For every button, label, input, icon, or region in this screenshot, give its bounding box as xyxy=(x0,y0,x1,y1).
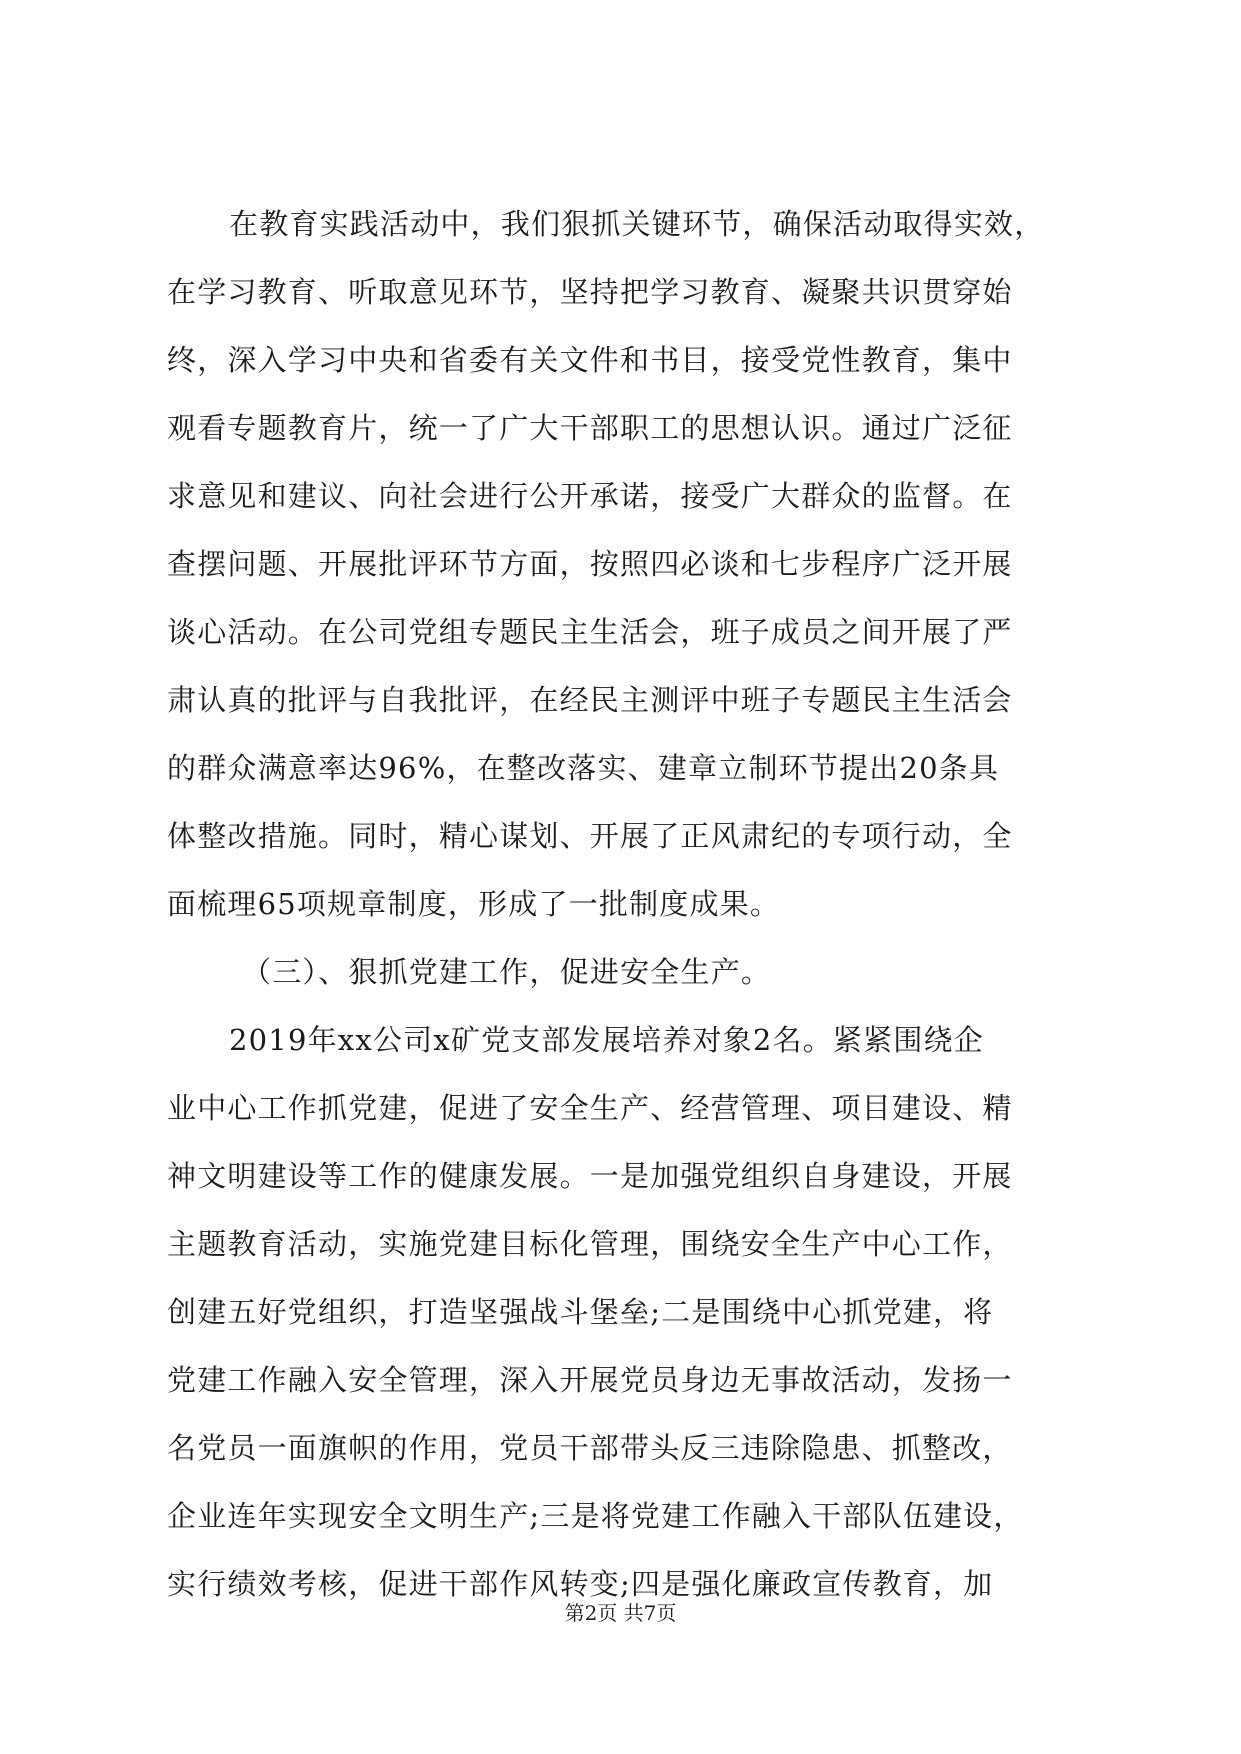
section-heading: （三）、狠抓党建工作，促进安全生产。 xyxy=(242,955,772,989)
paragraph-line: 在学习教育、听取意见环节，坚持把学习教育、凝聚共识贯穿始 xyxy=(167,275,1013,309)
paragraph-line: 肃认真的批评与自我批评，在经民主测评中班子专题民主生活会 xyxy=(167,683,1013,717)
paragraph-line: 党建工作融入安全管理，深入开展党员身边无事故活动，发扬一 xyxy=(167,1363,1013,1397)
paragraph-line: 名党员一面旗帜的作用，党员干部带头反三违除隐患、抓整改， xyxy=(167,1431,1013,1465)
paragraph-line: 实行绩效考核，促进干部作风转变;四是强化廉政宣传教育，加 xyxy=(167,1567,994,1601)
paragraph-line: 查摆问题、开展批评环节方面，按照四必谈和七步程序广泛开展 xyxy=(167,547,1013,581)
paragraph-line: 企业连年实现安全文明生产;三是将党建工作融入干部队伍建设， xyxy=(167,1499,1024,1533)
paragraph-line: 的群众满意率达96%，在整改落实、建章立制环节提出20条具 xyxy=(167,751,1000,785)
paragraph-line: 观看专题教育片，统一了广大干部职工的思想认识。通过广泛征 xyxy=(167,411,1013,445)
page-number-footer: 第2页 共7页 xyxy=(564,1601,677,1625)
paragraph-line: 2019年xx公司x矿党支部发展培养对象2名。紧紧围绕企 xyxy=(229,1023,984,1057)
paragraph-line: 主题教育活动，实施党建目标化管理，围绕安全生产中心工作， xyxy=(167,1227,1013,1261)
paragraph-line: 业中心工作抓党建，促进了安全生产、经营管理、项目建设、精 xyxy=(167,1091,1013,1125)
body-text xyxy=(167,190,1087,1618)
paragraph-line: 求意见和建议、向社会进行公开承诺，接受广大群众的监督。在 xyxy=(167,479,1013,513)
paragraph-line: 体整改措施。同时，精心谋划、开展了正风肃纪的专项行动，全 xyxy=(167,819,1013,853)
paragraph-line: 谈心活动。在公司党组专题民主生活会，班子成员之间开展了严 xyxy=(167,615,1013,649)
paragraph-line: 神文明建设等工作的健康发展。一是加强党组织自身建设，开展 xyxy=(167,1159,1013,1193)
paragraph-line: 面梳理65项规章制度，形成了一批制度成果。 xyxy=(167,887,781,921)
paragraph-line: 创建五好党组织，打造坚强战斗堡垒;二是围绕中心抓党建，将 xyxy=(167,1295,994,1329)
paragraph-line: 在教育实践活动中，我们狠抓关键环节，确保活动取得实效， xyxy=(229,207,1045,241)
paragraph-line: 终，深入学习中央和省委有关文件和书目，接受党性教育，集中 xyxy=(167,343,1013,377)
